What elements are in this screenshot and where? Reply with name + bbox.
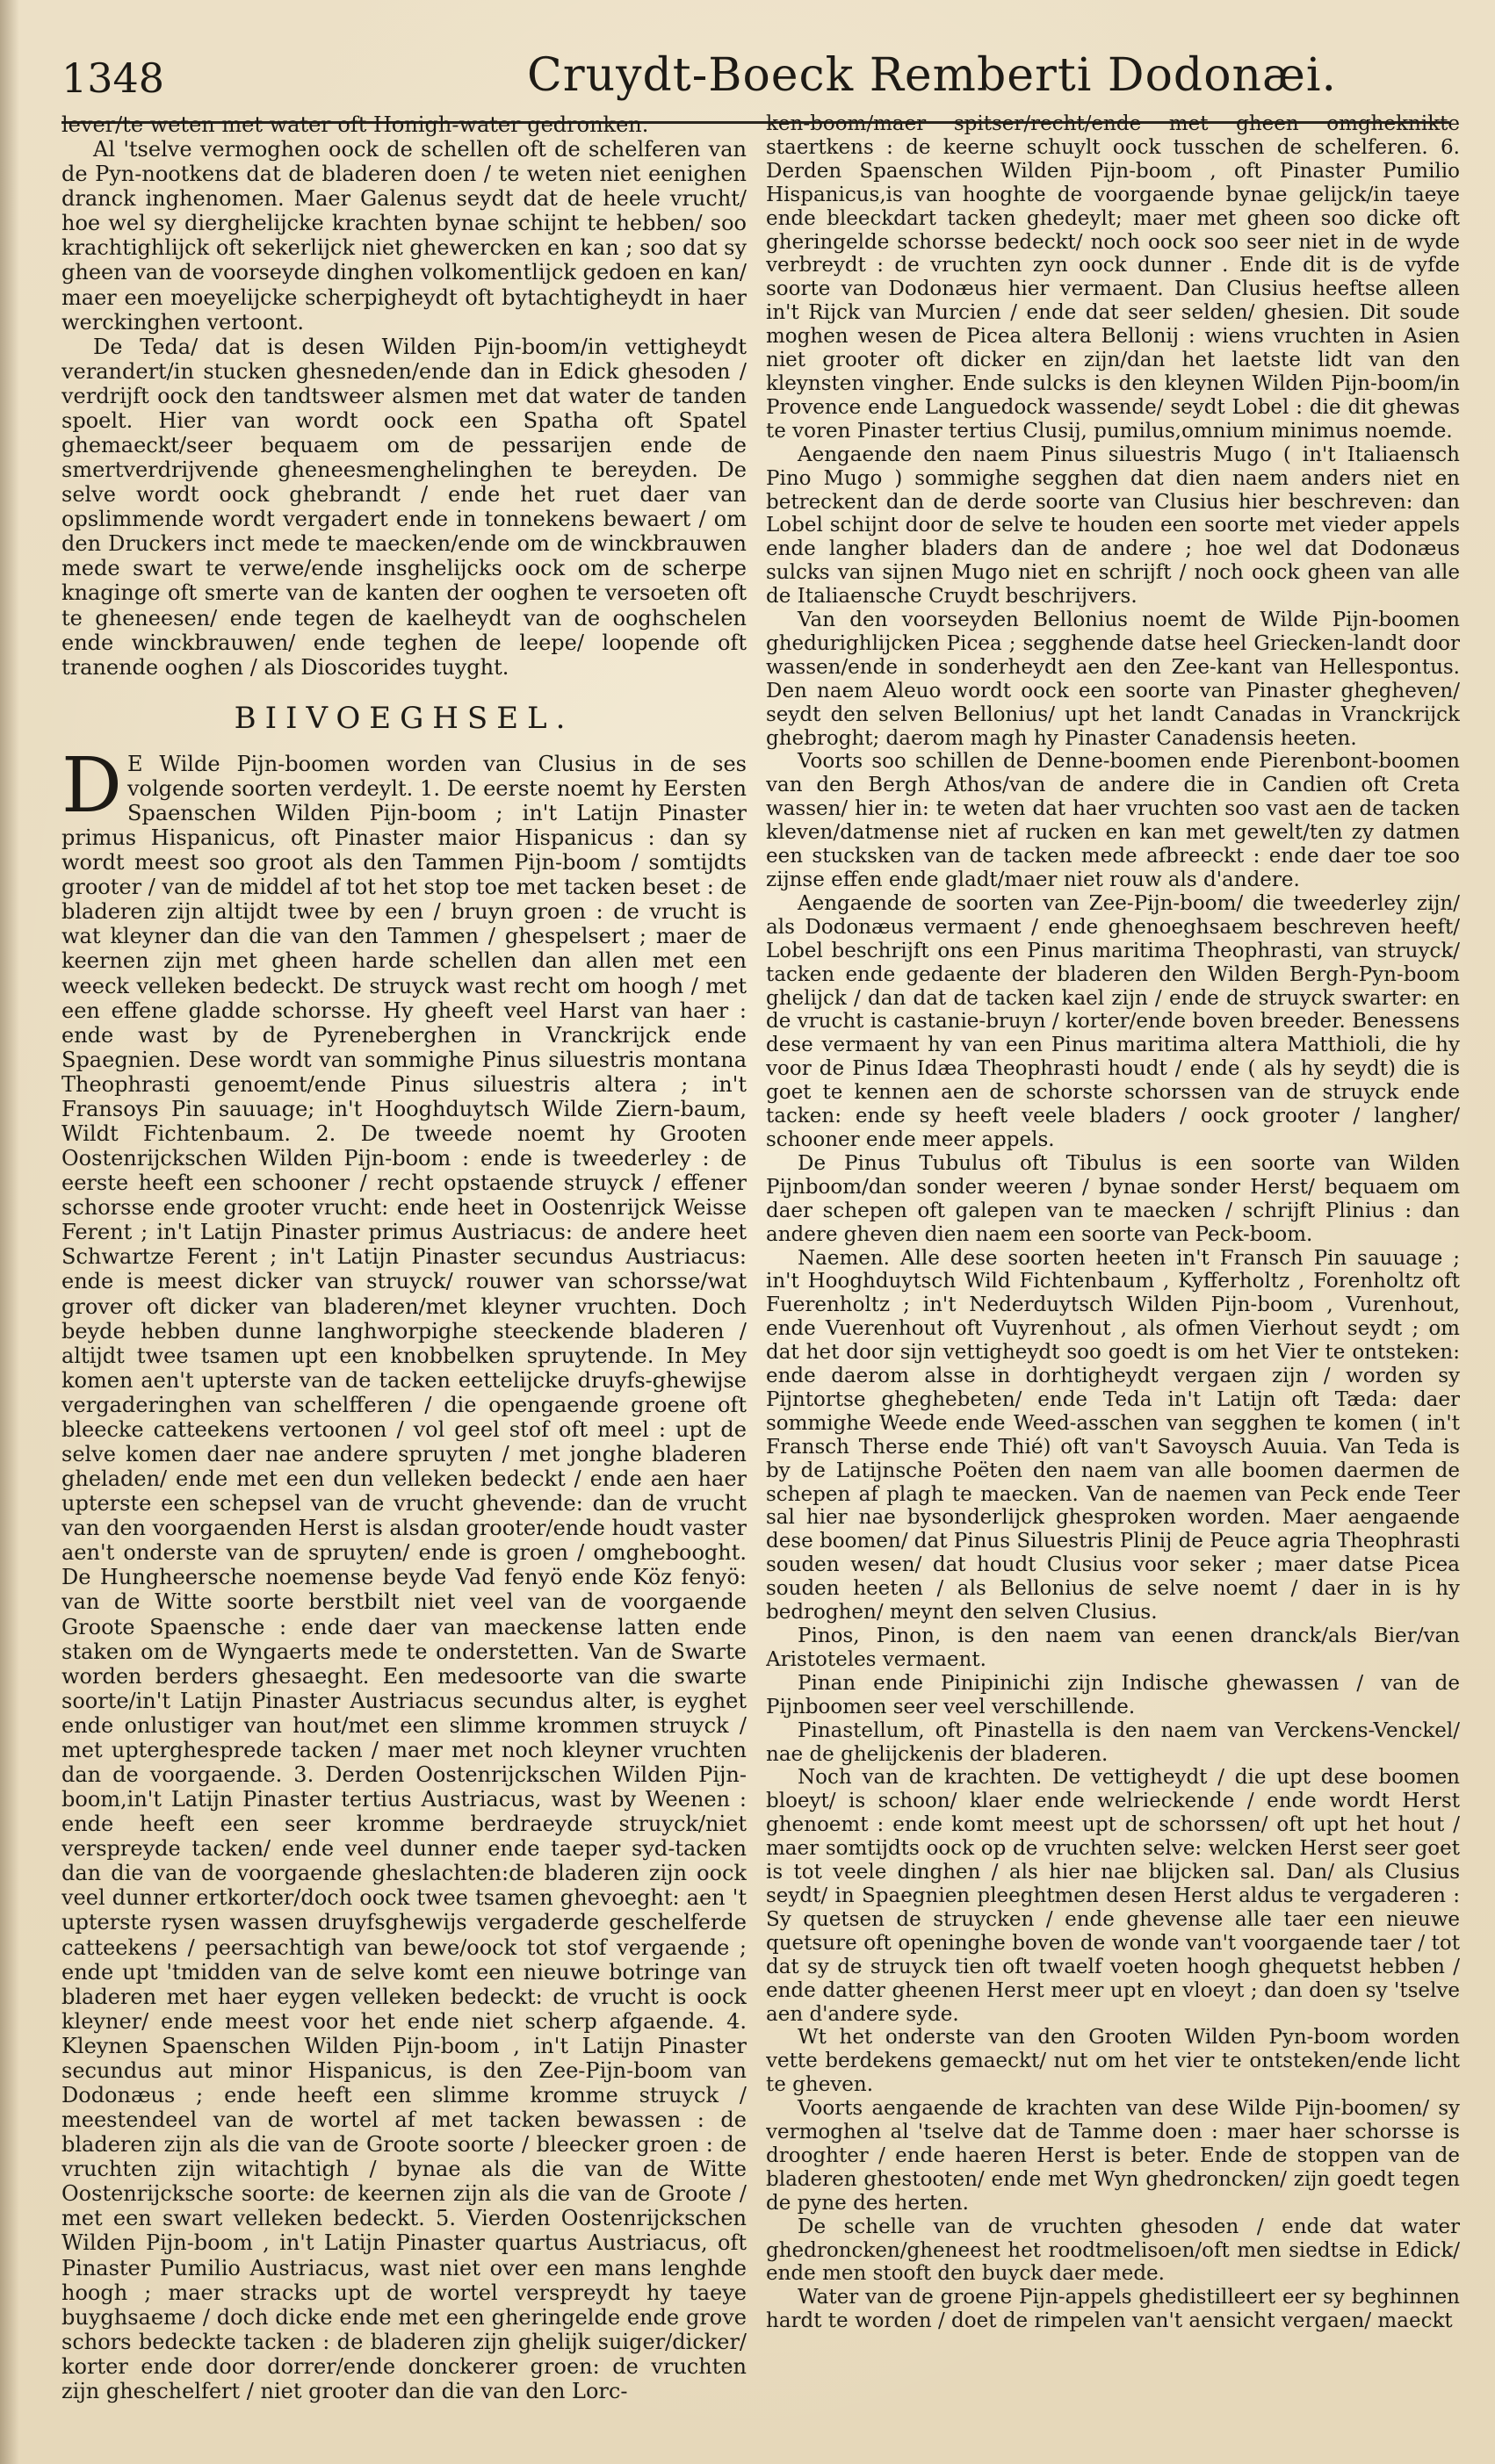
bijvoeghsel-text: E Wilde Pijn-boomen worden van Clusius in de ses volgende soorten verdeylt. 1. De eerste noemt hy Eersten Spaenschen Wilden Pijn-boom ; in't Latijn Pinaster primus Hispanicus, oft Pinaster maior Hispanicus : dan sy wordt meest soo groot als den Tammen Pijn-boom / somtijdts grooter / van de middel af tot het stop toe met tacken beset : de bladeren zijn altijdt twee by een / bruyn groen : de vrucht is wat kleyner dan die van den Tammen / ghespelsert ; maer de keernen zijn met gheen harde schellen dan allen met een weeck velleken bedeckt. De struyck wast recht om hoogh / met een effene gladde schorsse. Hy gheeft veel Harst van haer : ende wast by de Pyreneberghen in Vranckrijck ende Spaegnien. Dese wordt van sommighe Pinus siluestris montana Theophrasti genoemt/ende Pinus siluestris altera ; in't Fransoys Pin sauuage; in't Hooghduytsch Wilde Ziern-baum, Wildt Fichtenbaum. 2. De tweede noemt hy Grooten Oostenrijckschen Wilden Pijn-boom : ende is tweederley : de eerste heeft een schooner / recht opstaende struyck / effener schorsse ende grooter vrucht: ende heet in Oostenrijck Weisse Ferent ; in't Latijn Pinaster primus Austriacus: de andere heet Schwartze Ferent ; in't Latijn Pinaster secundus Austriacus: ende is meest dicker van struyck/ rouwer van schorsse/wat grover oft dicker van bladeren/met kleyner vruchten. Doch beyde hebben dunne langhworpighe steeckende bladeren / altijdt twee tsamen upt een knobbelken spruytende. In Mey komen aen't upterste van de tacken eettelijcke druyfs-ghewijse vergaderinghen van schelfferen / die opengaende groene oft bleecke catteekens vertoonen / vol geel stof oft meel : upt de selve komen daer nae andere spruyten / met jonghe bladeren gheladen/ ende met een dun velleken bedeckt / ende aen haer upterste een schepsel van de vrucht ghevende: dan de vrucht van den voorgaenden Herst is alsdan grooter/ende houdt vaster aen't onderste van de spruyten/ ende is groen / omghebooght. De Hungheersche noemense beyde Vad fenyö ende Köz fenyö: van de Witte soorte berstbilt niet veel van de voorgaende Groote Spaensche : ende daer van maeckense latten ende staken om de Wyngaerts mede te onderstetten. Van de Swarte worden berders ghesaeght. Een medesoorte van die swarte soorte/in't Latijn Pinaster Austriacus secundus alter, is eyghet ende onlustiger van hout/met een slimme krommen struyck / met upterghesprede tacken / maer met noch kleyner vruchten dan de voorgaende. 3. Derden Oostenrijckschen Wilden Pijn-boom,in't Latijn Pinaster tertius Austriacus, wast by Weenen : ende heeft een seer kromme berdraeyde struyck/niet verspreyde tacken/ ende veel dunner ende taeper syd-tacken dan die van de voorgaende gheslachten:de bladeren zijn oock veel dunner ertkorter/doch oock twee tsamen ghevoeght: aen 't upterste rysen wassen druyfsghewijs vergaderde geschelferde catteekens / peersachtigh van bewe/oock tot stof vergaende ; ende upt 'tmidden van de selve komt een nieuwe botringe van bladeren met haer eygen velleken bedeckt: de vrucht is oock kleyner/ ende meest voor het ende niet scherp afgaende. 4. Kleynen Spaenschen Wilden Pijn-boom , in't Latijn Pinaster secundus aut minor Hispanicus, is den Zee-Pijn-boom van Dodonæus ; ende heeft een slimme kromme struyck / meestendeel van de wortel af met tacken bewassen : de bladeren zijn als die van de Groote soorte / bleecker groen : de vruchten zijn witachtigh / bynae als die van de Witte Oostenrijcksche soorte: de keernen zijn als die van de Groote / met een swart velleken bedeckt. 5. Vierden Oostenrijckschen Wilden Pijn-boom , in't Latijn Pinaster quartus Austriacus, oft Pinaster Pumilio Austriacus, wast niet over een mans lenghde hoogh ; maer stracks upt de wortel verspreydt hy taeye buyghsaeme / doch dicke ende met een gheringelde ende grove schors bedeckte tacken : de bladeren zijn ghelijk suiger/dicker/ korter ende door dorrer/ende donckerer groen: de vruchten zijn gheschelfert / niet grooter dan die van den Lorc- [61,751,747,2403]
right-paragraph: Water van de groene Pijn-appels ghedistilleert eer sy beghinnen hardt te worden / doet de rimpelen van't aensicht vergaen/ maeckt [766,2286,1460,2333]
right-column [766,112,1460,2448]
page-gutter-shadow [0,0,19,2464]
right-paragraph: Van den voorseyden Bellonius noemt de Wilde Pijn-boomen ghedurighlijcken Picea ; segghende datse heel Griecken-landt door wassen/ende in sonderheydt aen den Zee-kant van Hellespontus. Den naem Aleuo wordt oock een soorte van Pinaster ghegheven/ seydt den selven Bellonius/ upt het landt Canadas in Vranckrijck ghebroght; daerom magh hy Pinaster Canadensis heeten. [766,609,1460,750]
running-title: Cruydt-Boeck Remberti Dodonæi. [527,49,1338,102]
right-paragraph: Aengaende de soorten van Zee-Pijn-boom/ die tweederley zijn/ als Dodonæus vermaent / ende ghenoeghsaem beschreven heeft/ Lobel beschrijft ons een Pinus maritima Theophrasti, van struyck/ tacken ende gedaente der bladeren den Wilden Bergh-Pyn-boom ghelijck / dan dat de tacken kael zijn / ende de struyck swarter: en de vrucht is castanie-bruyn / korter/ende boven breeder. Benessens dese vermaent hy van een Pinus maritima altera Matthioli, die hy voor de Pinus Idæa Theophrasti houdt / ende ( als hy seydt) die is goet te kennen aen de schorste schorssen van de struyck ende tacken: ende sy heeft veele bladers / oock grooter / langher/ schooner ende meer appels. [766,891,1460,1151]
page-number: 1348 [61,54,165,102]
page-header [61,42,1449,121]
right-paragraph: Noch van de krachten. De vettigheydt / die upt dese boomen bloeyt/ is schoon/ klaer ende welrieckende / ende wordt Herst ghenoemt : ende komt meest upt de schorssen/ oft upt het hout / maer somtijdts oock op de vruchten selve: welcken Herst seer goet is tot veele dinghen / als hier nae blijcken sal. Dan/ als Clusius seydt/ in Spaegnien pleeghtmen desen Herst aldus te vergaderen : Sy quetsen de struycken / ende ghevense alle taer een nieuwe quetsure oft openinghe boven de wonde van't voorgaende taer / tot dat sy de struyck tien oft twaelf voeten hoogh ghequetst hebben / ende datter gheenen Herst meer upt en vloeyt ; dan doen sy 'tselve aen d'andere syde. [766,1766,1460,2026]
right-paragraph: ken-boom/maer spitser/recht/ende met gheen omgheknikte staertkens : de keerne schuylt oock tusschen de schelferen. 6. Derden Spaenschen Wilden Pijn-boom , oft Pinaster Pumilio Hispanicus,is van hooghte de voorgaende bynae gelijck/in taeye ende bleeckdart tacken ghedeylt; maer met gheen soo dicke oft gheringelde schorsse bedeckt/ noch oock soo seer niet in de wyde verbreydt : de vruchten zyn oock dunner . Ende dit is de vyfde soorte van Dodonæus hier vermaent. Dan Clusius heeftse alleen in't Rijck van Murcien / ende dat seer selden/ ghesien. Dit soude moghen wesen de Picea altera Bellonij : wiens vruchten in Asien niet grooter oft dicker en zijn/dan het laetste lidt van den kleynsten vingher. Ende sulcks is den kleynen Wilden Pijn-boom/in Provence ende Languedock wassende/ seydt Lobel : die dit ghewas te voren Pinaster tertius Clusij, pumilus,omnium minimus noemde. [766,112,1460,443]
left-paragraph: Al 'tselve vermoghen oock de schellen oft de schelferen van de Pyn-nootkens dat de bladeren doen / te weten niet eenighen dranck inghenomen. Maer Galenus seydt dat de heele vrucht/ hoe wel sy dierghelijcke krachten bynae schijnt te hebben/ soo krachtighlijck oft sekerlijck niet ghewercken en kan ; soo dat sy gheen van de voorseyde dinghen volkomentlijck gedoen en kan/ maer een moeyelijcke scherpigheydt oft bytachtigheydt in haer werckinghen vertoont. [61,137,747,335]
left-paragraph: lever/te weten met water oft Honigh-water gedronken. [61,112,649,137]
right-paragraph: Pinos, Pinon, is den naem van eenen dranck/als Bier/van Aristoteles vermaent. [766,1625,1460,1671]
section-heading-bijvoeghsel: BIIVOEGHSEL. [234,700,574,736]
right-paragraph: Voorts aengaende de krachten van dese Wilde Pijn-boomen/ sy vermoghen al 'tselve dat de Tamme doen : maer haer schorsse is drooghter / ende haeren Herst is beter. Ende de stoppen van de bladeren ghestooten/ ende met Wyn ghedroncken/ zijn goedt tegen de pyne des herten. [766,2097,1460,2215]
right-paragraph: Voorts soo schillen de Denne-boomen ende Pierenbont-boomen van den Bergh Athos/van de andere die in Candien oft Creta wassen/ hier in: te weten dat haer vruchten soo vast aen de tacken kleven/datmense niet af rucken en kan met gewelt/ten zy datmen een stucksken van de tacken mede afbreeckt : ende daer toe soo zijnse effen ende gladt/maer niet rouw als d'andere. [766,750,1460,891]
right-paragraph: Wt het onderste van den Grooten Wilden Pyn-boom worden vette berdekens gemaeckt/ nut om het vier te ontsteken/ende licht te gheven. [766,2026,1460,2097]
drop-cap: D [61,741,122,830]
left-paragraph: De Teda/ dat is desen Wilden Pijn-boom/in vettigheydt verandert/in stucken ghesneden/ende dan in Edick ghesoden / verdrijft oock den tandtswеer alsmen met dat water de tanden spoelt. Hier van wordt oock een Spatha oft Spatel ghemaeckt/seer bequaem om de pessarijen ende de smertverdrijvende gheneesmenghelinghen te bereyden. De selve wordt oock ghebrandt / ende het ruet daer van opslimmende wordt vergadert ende in tonnekens bewaert / om den Druckers inct mede te maecken/ende om de winckbrauwen mede swart te verwe/ende insghelijcks oock om de scherpe knaginge oft smerte van de kanten der ooghen te versoeten oft te gheneesen/ ende tegen de kaelheydt van de ooghschelen ende winckbrauwen/ ende teghen de leepe/ loopende oft tranende ooghen / als Dioscorides tuyght. [61,334,747,680]
right-paragraph: De Pinus Tubulus oft Tibulus is een soorte van Wilden Pijnboom/dan sonder weeren / bynae sonder Herst/ bequaem om daer schepen oft galepen van te maecken / schrijft Plinius : dan andere gheven dien naem een soorte van Peck-boom. [766,1151,1460,1246]
right-paragraph: Pinan ende Pinipinichi zijn Indische ghewassen / van de Pijnboomen seer veel verschillende. [766,1671,1460,1718]
right-paragraph: De schelle van de vruchten ghesoden / ende dat water ghedroncken/gheneest het roodtmelisoen/oft men siedtse in Edick/ ende men stooft den buyck daer mede. [766,2215,1460,2286]
left-column [61,112,747,2448]
right-paragraph: Aengaende den naem Pinus siluestris Mugo ( in't Italiaensch Pino Mugo ) sommighe segghen dat dien naem anders niet en betreckent dan de derde soorte van Clusius hier beschreven: dan Lobel schijnt door de selve te houden een soorte met vieder appels ende langher bladers dan de andere ; hoe wel dat Dodonæus sulcks van sijnen Mugo niet en schrijft / noch oock gheen van alle de Italiaensche Cruydt beschrijvers. [766,443,1460,609]
bijvoeghsel-paragraph [61,741,747,2403]
right-paragraph: Pinastellum, oft Pinastella is den naem van Verckens-Venckel/ nae de ghelijckenis der bladeren. [766,1718,1460,1766]
right-paragraph: Naemen. Alle dese soorten heeten in't Fransch Pin sauuage ; in't Hooghduytsch Wild Fichtenbaum , Kyfferholtz , Forenholtz oft Fuerenholtz ; in't Nederduytsch Wilden Pijn-boom , Vurenhout, ende Vuerenhout oft Vuyrenhout , als ofmen Vierhout seydt ; om dat het door sijn vettigheydt soo goedt is om het Vier te ontsteken: ende daerom alsse in dorhtigheydt vergaen zijn / worden sy Pijntortse gheghebeten/ ende Teda in't Latijn oft Tæda: daer sommighe Weede ende Weed-asschen van segghen te komen ( in't Fransch Therse ende Thié) oft van't Savoysch Auuia. Van Teda is by de Latijnsche Poëten den naem van alle boomen daermen de schepen af plagh te maecken. Van de naemen van Peck ende Teer sal hier nae bysonderlijck ghesproken worden. Maer aengaende dese boomen/ dat Pinus Siluestris Plinij de Peuce agria Theophrasti souden wesen/ dat houdt Clusius voor seker ; maer datse Picea souden heeten / als Bellonius de selve noemt / daer in is hy bedroghen/ meynt den selven Clusius. [766,1246,1460,1625]
